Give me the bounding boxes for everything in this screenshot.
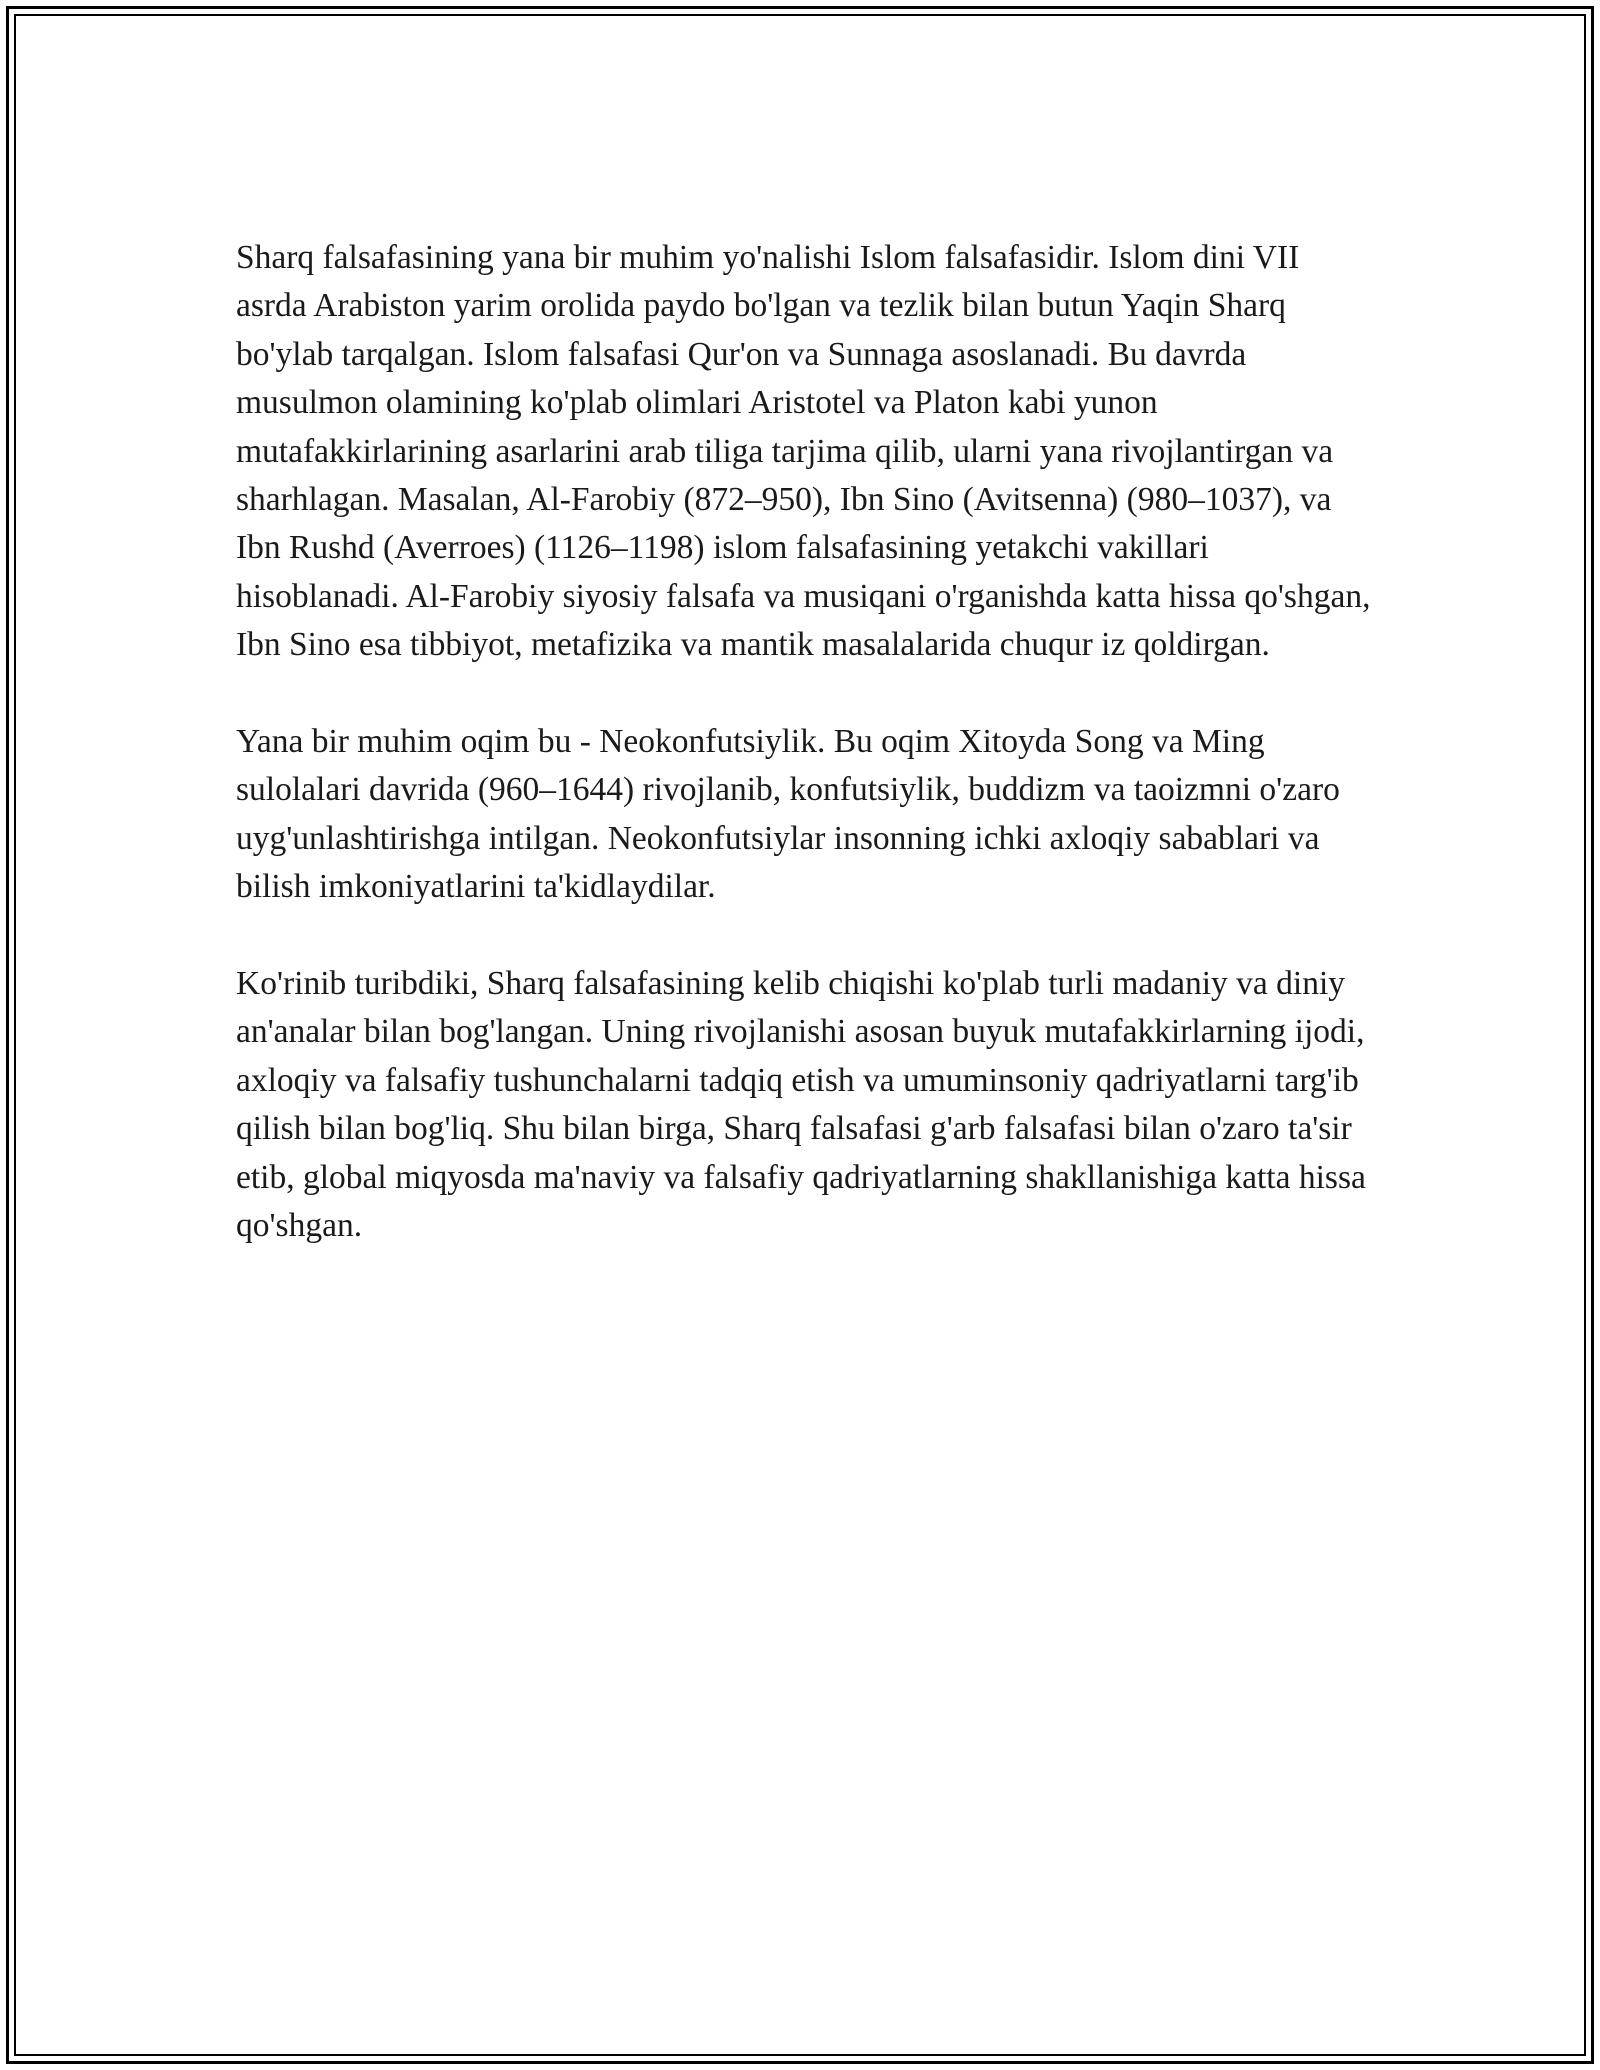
- document-body: [236, 234, 1376, 1299]
- paragraph-islamic-philosophy: Sharq falsafasining yana bir muhim yo'nalishi Islom falsafasidir. Islom dini VII asrda Arabiston yarim orolida paydo bo'lgan va tezlik bilan butun Yaqin Sharq bo'ylab tarqalgan. Islom falsafasi Qur'on va Sunnaga asoslanadi. Bu davrda musulmon olamining ko'plab olimlari Aristotel va Platon kabi yunon mutafakkirlarining asarlarini arab tiliga tarjima qilib, ularni yana rivojlantirgan va sharhlagan. Masalan, Al-Farobiy (872–950), Ibn Sino (Avitsenna) (980–1037), va Ibn Rushd (Averroes) (1126–1198) islom falsafasining yetakchi vakillari hisoblanadi. Al-Farobiy siyosiy falsafa va musiqani o'rganishda katta hissa qo'shgan, Ibn Sino esa tibbiyot, metafizika va mantik masalalarida chuqur iz qoldirgan.: [236, 239, 1371, 664]
- paragraph-neo-confucianism: Yana bir muhim oqim bu - Neokonfutsiylik. Bu oqim Xitoyda Song va Ming sulolalari davrida (960–1644) rivojlanib, konfutsiylik, buddizm va taoizmni o'zaro uyg'unlashtirishga intilgan. Neokonfutsiylar insonning ichki axloqiy sabablari va bilish imkoniyatlarini ta'kidlaydilar.: [236, 723, 1340, 906]
- paragraph-conclusion: Ko'rinib turibdiki, Sharq falsafasining kelib chiqishi ko'plab turli madaniy va diniy an'analar bilan bog'langan. Uning rivojlanishi asosan buyuk mutafakkirlarning ijodi, axloqiy va falsafiy tushunchalarni tadqiq etish va umuminsoniy qadriyatlarni targ'ib qilish bilan bog'liq. Shu bilan birga, Sharq falsafasi g'arb falsafasi bilan o'zaro ta'sir etib, global miqyosda ma'naviy va falsafiy qadriyatlarning shakllanishiga katta hissa qo'shgan.: [236, 965, 1366, 1245]
